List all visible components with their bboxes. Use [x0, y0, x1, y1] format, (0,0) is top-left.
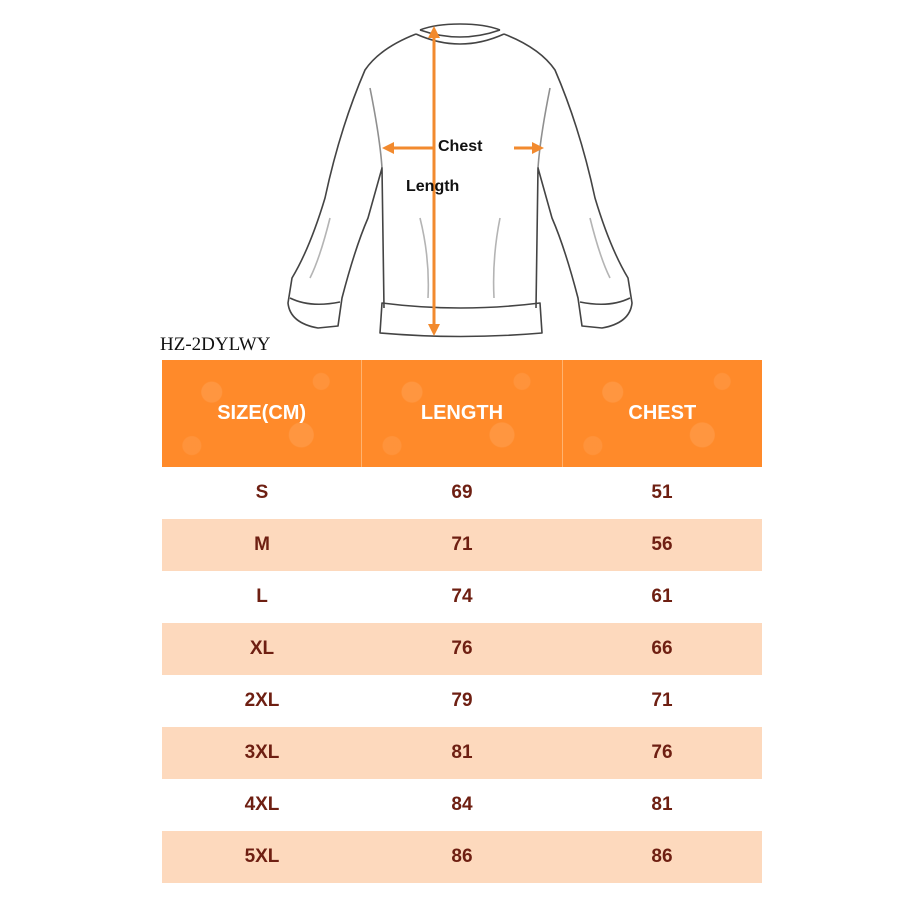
- cell-chest: 51: [651, 482, 673, 503]
- sweatshirt-outline-icon: [270, 18, 650, 348]
- table-row: [162, 779, 762, 831]
- cell-length: 79: [451, 690, 473, 711]
- cell-chest: 66: [651, 638, 673, 659]
- cell-chest: 81: [651, 794, 673, 815]
- chest-label: Chest: [438, 138, 483, 155]
- table-row: [162, 519, 762, 571]
- cell-size: S: [255, 482, 269, 503]
- cell-length: 76: [451, 638, 473, 659]
- cell-length: 81: [451, 742, 473, 763]
- cell-chest: 61: [651, 586, 673, 607]
- sweatshirt-diagram: [270, 18, 650, 348]
- header-length: LENGTH: [362, 360, 562, 467]
- cell-chest: 56: [651, 534, 673, 555]
- cell-length: 71: [451, 534, 473, 555]
- header-chest: CHEST: [563, 360, 762, 467]
- cell-size: 2XL: [244, 690, 280, 711]
- cell-length: 69: [451, 482, 473, 503]
- cell-size: 4XL: [244, 794, 280, 815]
- header-size: SIZE(CM): [162, 360, 362, 467]
- cell-size: XL: [249, 638, 275, 659]
- cell-size: M: [254, 534, 270, 555]
- cell-chest: 86: [651, 846, 673, 867]
- table-row: [162, 727, 762, 779]
- cell-chest: 76: [651, 742, 673, 763]
- table-row: [162, 675, 762, 727]
- cell-chest: 71: [651, 690, 673, 711]
- cell-size: 3XL: [244, 742, 280, 763]
- cell-length: 86: [451, 846, 473, 867]
- cell-size: 5XL: [244, 846, 280, 867]
- table-row: [162, 831, 762, 883]
- product-code: HZ-2DYLWY: [160, 334, 271, 355]
- cell-size: L: [256, 586, 268, 607]
- table-header-row: [162, 360, 762, 467]
- size-chart-table: [162, 360, 762, 883]
- table-row: [162, 467, 762, 519]
- table-row: [162, 623, 762, 675]
- cell-length: 74: [451, 586, 473, 607]
- cell-length: 84: [451, 794, 473, 815]
- table-row: [162, 571, 762, 623]
- length-label: Length: [406, 178, 460, 195]
